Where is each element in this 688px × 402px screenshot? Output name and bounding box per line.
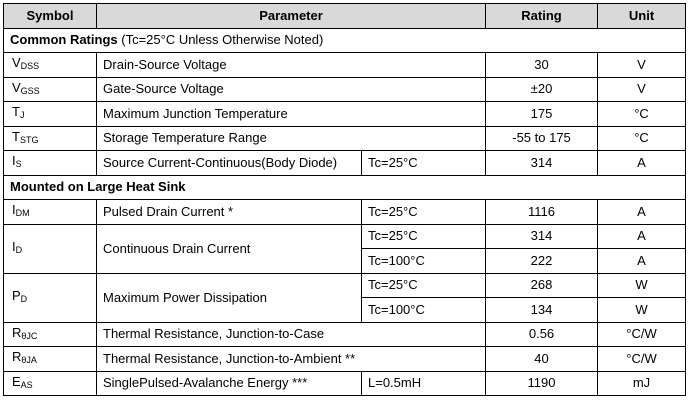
rating-cell: 1190 [486,371,598,396]
unit-cell: °C [598,126,686,151]
section-row [4,175,686,200]
table-row [4,224,686,249]
rating-cell: 0.56 [486,322,598,347]
symbol-cell: $V_{GSS}$ [4,77,97,102]
rating-cell: 1116 [486,200,598,225]
parameter-cell: Source Current-Continuous(Body Diode) [97,151,362,176]
rating-cell: 314 [486,151,598,176]
parameter-cell: Maximum Junction Temperature [97,102,486,127]
symbol-cell: $V_{DSS}$ [4,53,97,78]
rating-cell: -55 to 175 [486,126,598,151]
condition-cell: Tc=25°C [362,224,486,249]
section-note: (Tc=25°C Unless Otherwise Noted) [117,32,324,48]
rating-cell: 222 [486,249,598,274]
ratings-table [3,3,686,396]
parameter-cell: Storage Temperature Range [97,126,486,151]
condition-cell: Tc=25°C [362,151,486,176]
unit-cell: °C [598,102,686,127]
unit-cell: W [598,298,686,323]
table-row [4,273,686,298]
unit-cell: W [598,273,686,298]
symbol-cell: $P_D$ [4,273,97,322]
symbol-cell: $T_{STG}$ [4,126,97,151]
symbol-cell: $I_S$ [4,151,97,176]
symbol-cell: $I_{DM}$ [4,200,97,225]
table-row [4,126,686,151]
section-title: Common Ratings [10,32,118,48]
table-row [4,151,686,176]
parameter-cell: Gate-Source Voltage [97,77,486,102]
condition-cell: Tc=25°C [362,200,486,225]
unit-cell: V [598,77,686,102]
parameter-cell: Thermal Resistance, Junction-to-Ambient ** [97,347,486,372]
rating-cell: 134 [486,298,598,323]
section-row [4,28,686,53]
table-row [4,77,686,102]
unit-cell: mJ [598,371,686,396]
rating-cell: 268 [486,273,598,298]
parameter-cell: SinglePulsed-Avalanche Energy *** [97,371,362,396]
rating-cell: 314 [486,224,598,249]
unit-cell: A [598,200,686,225]
parameter-cell: Continuous Drain Current [97,224,362,273]
table-row [4,347,686,372]
header-parameter: Parameter [97,4,486,29]
rating-cell: 175 [486,102,598,127]
rating-cell: ±20 [486,77,598,102]
header-row [4,4,686,29]
symbol-cell: $R_{\theta JC}$ [4,322,97,347]
rating-cell: 40 [486,347,598,372]
unit-cell: A [598,224,686,249]
symbol-cell: $R_{\theta JA}$ [4,347,97,372]
header-symbol: Symbol [4,4,97,29]
unit-cell: A [598,249,686,274]
symbol-cell: $I_D$ [4,224,97,273]
parameter-cell: Drain-Source Voltage [97,53,486,78]
table-row [4,102,686,127]
unit-cell: V [598,53,686,78]
parameter-cell: Maximum Power Dissipation [97,273,362,322]
section-common-ratings [4,28,686,53]
header-unit: Unit [598,4,686,29]
unit-cell: °C/W [598,347,686,372]
table-row [4,371,686,396]
condition-cell: Tc=100°C [362,298,486,323]
section-heat-sink: Mounted on Large Heat Sink [4,175,686,200]
symbol-cell: $E_{AS}$ [4,371,97,396]
condition-cell: L=0.5mH [362,371,486,396]
rating-cell: 30 [486,53,598,78]
unit-cell: °C/W [598,322,686,347]
condition-cell: Tc=100°C [362,249,486,274]
symbol-cell: $T_J$ [4,102,97,127]
header-rating: Rating [486,4,598,29]
table-row [4,200,686,225]
condition-cell: Tc=25°C [362,273,486,298]
parameter-cell: Pulsed Drain Current * [97,200,362,225]
table-row [4,53,686,78]
table-row [4,322,686,347]
parameter-cell: Thermal Resistance, Junction-to-Case [97,322,486,347]
unit-cell: A [598,151,686,176]
